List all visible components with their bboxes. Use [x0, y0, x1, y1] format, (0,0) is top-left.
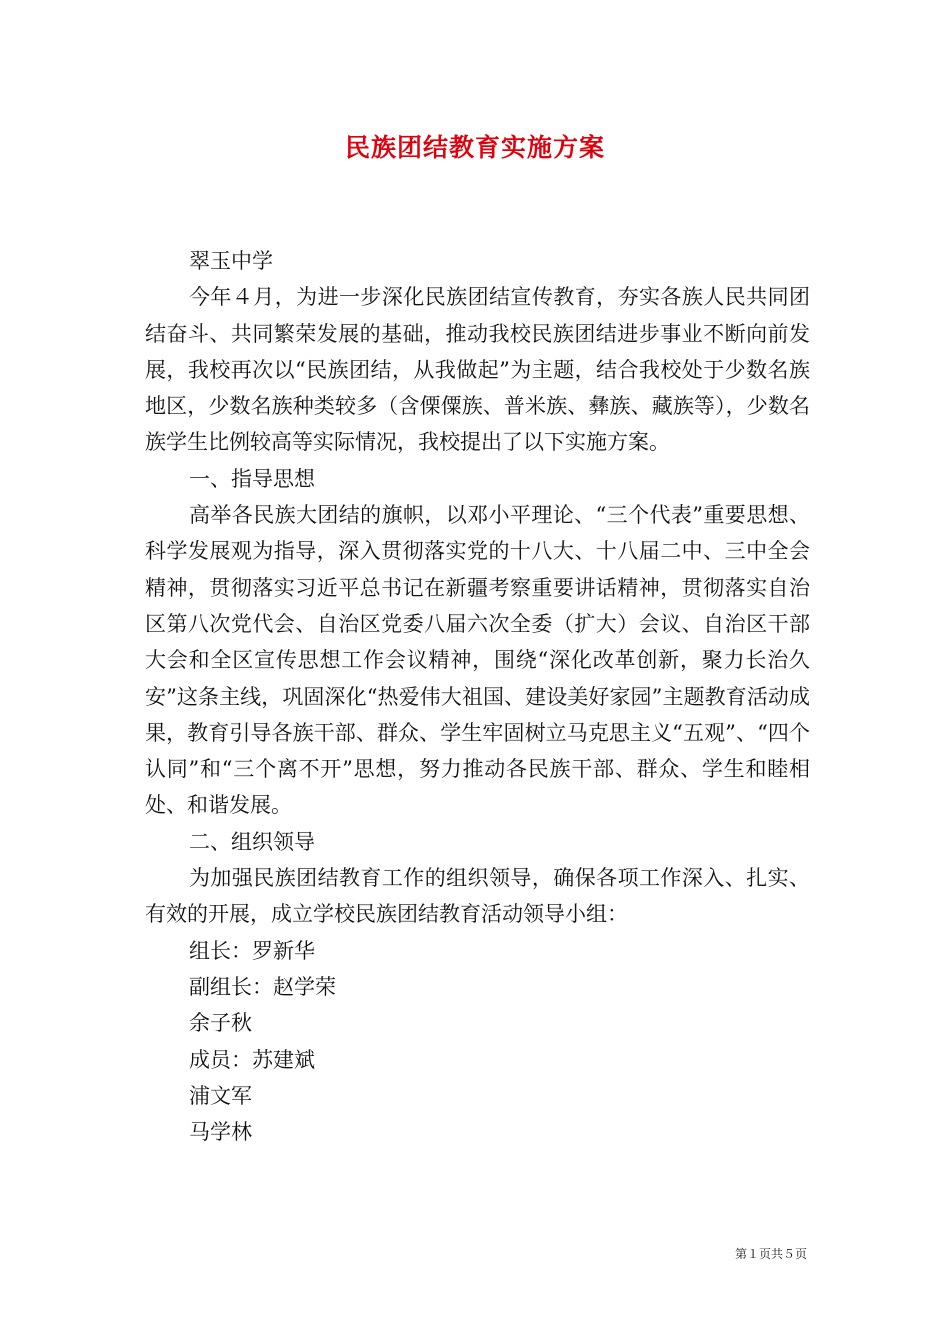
intro-paragraph: 今年４月，为进一步深化民族团结宣传教育，夯实各族人民共同团结奋斗、共同繁荣发展的基础，推动我校民族团结进步事业不断向前发展，我校再次以“民族团结，从我做起”为主题，结合我校处于少数名族地区，少数名族种类较多（含傈僳族、普米族、彝族、藏族等），少数名族学生比例较高等实际情况，我校提出了以下实施方案。	[145, 285, 810, 455]
page-number: 第１页共５页	[734, 1247, 807, 1261]
member-line: 副组长：赵学荣	[189, 974, 336, 999]
member-line: 马学林	[189, 1120, 252, 1145]
member-line: 成员：苏建斌	[189, 1047, 315, 1072]
document-body	[145, 243, 810, 1150]
school-name: 翠玉中学	[189, 249, 273, 273]
section-1-paragraph: 高举各民族大团结的旗帜，以邓小平理论、“三个代表”重要思想、科学发展观为指导，深入贯彻落实党的十八大、十八届二中、三中全会精神，贯彻落实习近平总书记在新疆考察重要讲话精神，贯彻落实自治区第八次党代会、自治区党委八届六次全委（扩大）会议、自治区干部大会和全区宣传思想工作会议精神，围绕“深化改革创新，聚力长治久安”这条主线，巩固深化“热爱伟大祖国、建设美好家园”主题教育活动成果，教育引导各族干部、群众、学生牢固树立马克思主义“五观”、“四个认同”和“三个离不开”思想，努力推动各民族干部、群众、学生和睦相处、和谐发展。	[145, 503, 810, 818]
member-line: 余子秋	[189, 1011, 252, 1036]
member-line: 组长：罗新华	[189, 938, 315, 963]
section-2-heading: 二、组织领导	[189, 829, 315, 854]
document-title: 民族团结教育实施方案	[344, 133, 605, 162]
section-1-heading: 一、指导思想	[189, 466, 315, 491]
section-2-paragraph: 为加强民族团结教育工作的组织领导，确保各项工作深入、扎实、有效的开展，成立学校民族团结教育活动领导小组：	[145, 866, 810, 927]
member-line: 浦文军	[189, 1083, 252, 1108]
